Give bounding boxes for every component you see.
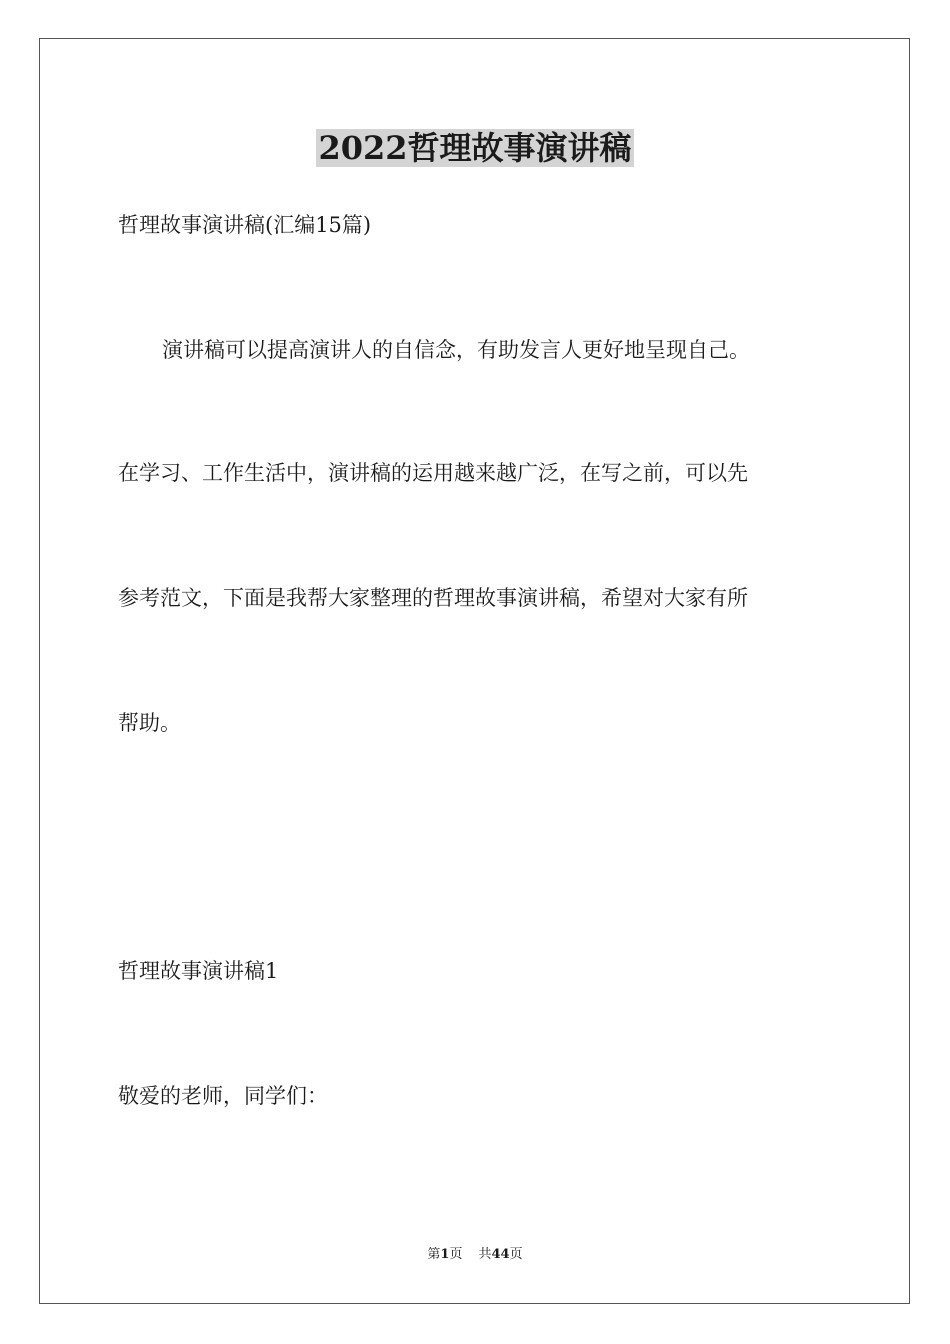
total-pages: 44 [491, 1247, 510, 1262]
total-suffix: 页 [509, 1247, 523, 1262]
document-subtitle: 哲理故事演讲稿(汇编15篇) [118, 213, 372, 237]
intro-line-2: 在学习、工作生活中，演讲稿的运用越来越广泛，在写之前，可以先 [118, 461, 748, 485]
page-footer [0, 1246, 950, 1264]
total-prefix: 共 [478, 1247, 492, 1262]
section-heading: 哲理故事演讲稿1 [118, 959, 279, 983]
intro-line-3: 参考范文，下面是我帮大家整理的哲理故事演讲稿，希望对大家有所 [118, 586, 748, 610]
salutation: 敬爱的老师，同学们： [118, 1084, 328, 1108]
page-number: 1 [440, 1247, 450, 1262]
intro-line-4: 帮助。 [118, 711, 181, 735]
page-prefix: 第 [427, 1247, 441, 1262]
document-title [0, 126, 950, 170]
document-title-text: 2022哲理故事演讲稿 [318, 129, 632, 167]
intro-line-1: 演讲稿可以提高演讲人的自信念，有助发言人更好地呈现自己。 [162, 338, 750, 362]
page-suffix: 页 [449, 1247, 463, 1262]
